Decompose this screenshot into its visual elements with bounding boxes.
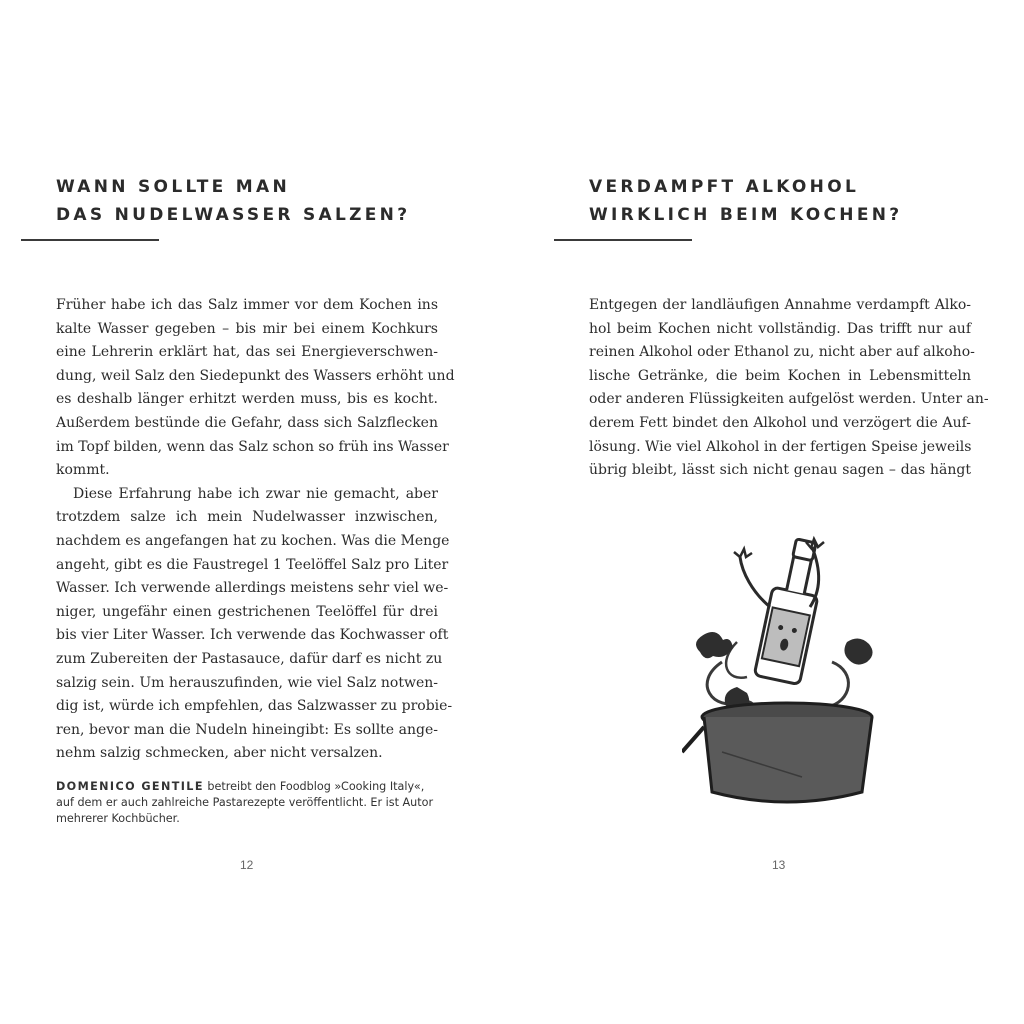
page-number: 12 xyxy=(240,858,254,872)
body-line: ren, bevor man die Nudeln hineingibt: Es sollte ange- xyxy=(56,721,438,738)
body-line: bis vier Liter Wasser. Ich verwende das Kochwasser oft xyxy=(56,627,449,644)
body-line: nehm salzig schmecken, aber nicht versalzen. xyxy=(56,745,383,762)
heading-line-1: VERDAMPFT ALKOHOL xyxy=(589,177,860,197)
body-line: lische Getränke, die beim Kochen in Lebensmitteln xyxy=(589,367,971,384)
heading-line-2: DAS NUDELWASSER SALZEN? xyxy=(56,205,411,225)
body-line: dung, weil Salz den Siedepunkt des Wassers erhöht und xyxy=(56,367,455,384)
body-line: kommt. xyxy=(56,462,110,479)
page-heading xyxy=(589,173,902,229)
article-body xyxy=(56,294,455,766)
body-line: Entgegen der landläufigen Annahme verdampft Alko- xyxy=(589,297,971,313)
author-bio-line-3: mehrerer Kochbücher. xyxy=(56,812,180,825)
bottle-in-cooking-pot-icon xyxy=(682,512,912,812)
body-line: niger, ungefähr einen gestrichenen Teelöffel für drei xyxy=(56,603,438,620)
body-line: Früher habe ich das Salz immer vor dem Kochen ins xyxy=(56,297,438,313)
body-line: reinen Alkohol oder Ethanol zu, nicht aber auf alkoho- xyxy=(589,344,975,361)
article-body xyxy=(589,294,989,483)
body-line: trotzdem salze ich mein Nudelwasser inzwischen, xyxy=(56,509,438,526)
page-heading xyxy=(56,173,410,229)
body-line: Diese Erfahrung habe ich zwar nie gemacht, aber xyxy=(73,485,438,502)
page-number: 13 xyxy=(772,858,786,872)
body-line: Wasser. Ich verwende allerdings meistens sehr viel we- xyxy=(56,580,449,597)
body-line: derem Fett bindet den Alkohol und verzögert die Auf- xyxy=(589,414,971,431)
body-line: dig ist, würde ich empfehlen, das Salzwasser zu probie- xyxy=(56,698,453,715)
author-name: DOMENICO GENTILE xyxy=(56,780,204,793)
body-line: im Topf bilden, wenn das Salz schon so früh ins Wasser xyxy=(56,438,449,455)
heading-rule xyxy=(554,239,692,241)
body-line: angeht, gibt es die Faustregel 1 Teelöffel Salz pro Liter xyxy=(56,556,449,573)
heading-rule xyxy=(21,239,159,241)
body-line: hol beim Kochen nicht vollständig. Das trifft nur auf xyxy=(589,320,971,337)
author-bio-text: betreibt den Foodblog »Cooking Italy«, xyxy=(203,780,425,793)
body-line: zum Zubereiten der Pastasauce, dafür darf es nicht zu xyxy=(56,650,443,667)
body-line: übrig bleibt, lässt sich nicht genau sagen – das hängt xyxy=(589,462,971,479)
body-line: kalte Wasser gegeben – bis mir bei einem Kochkurs xyxy=(56,320,438,337)
right-page xyxy=(512,0,1024,1024)
body-line: Außerdem bestünde die Gefahr, dass sich Salzflecken xyxy=(56,414,438,431)
author-bio-line-2: auf dem er auch zahlreiche Pastarezepte veröffentlicht. Er ist Autor xyxy=(56,796,434,809)
author-bio xyxy=(56,779,456,827)
body-line: nachdem es angefangen hat zu kochen. Was die Menge xyxy=(56,532,450,549)
body-line: salzig sein. Um herauszufinden, wie viel Salz notwen- xyxy=(56,674,438,691)
author-bio-line-1 xyxy=(56,779,456,795)
heading-line-1: WANN SOLLTE MAN xyxy=(56,177,290,197)
body-line: eine Lehrerin erklärt hat, das sei Energieverschwen- xyxy=(56,344,438,361)
body-line: lösung. Wie viel Alkohol in der fertigen Speise jeweils xyxy=(589,438,972,455)
body-line: es deshalb länger erhitzt werden muss, bis es kocht. xyxy=(56,391,438,408)
heading-line-2: WIRKLICH BEIM KOCHEN? xyxy=(589,205,903,225)
body-line: oder anderen Flüssigkeiten aufgelöst werden. Unter an- xyxy=(589,391,989,408)
